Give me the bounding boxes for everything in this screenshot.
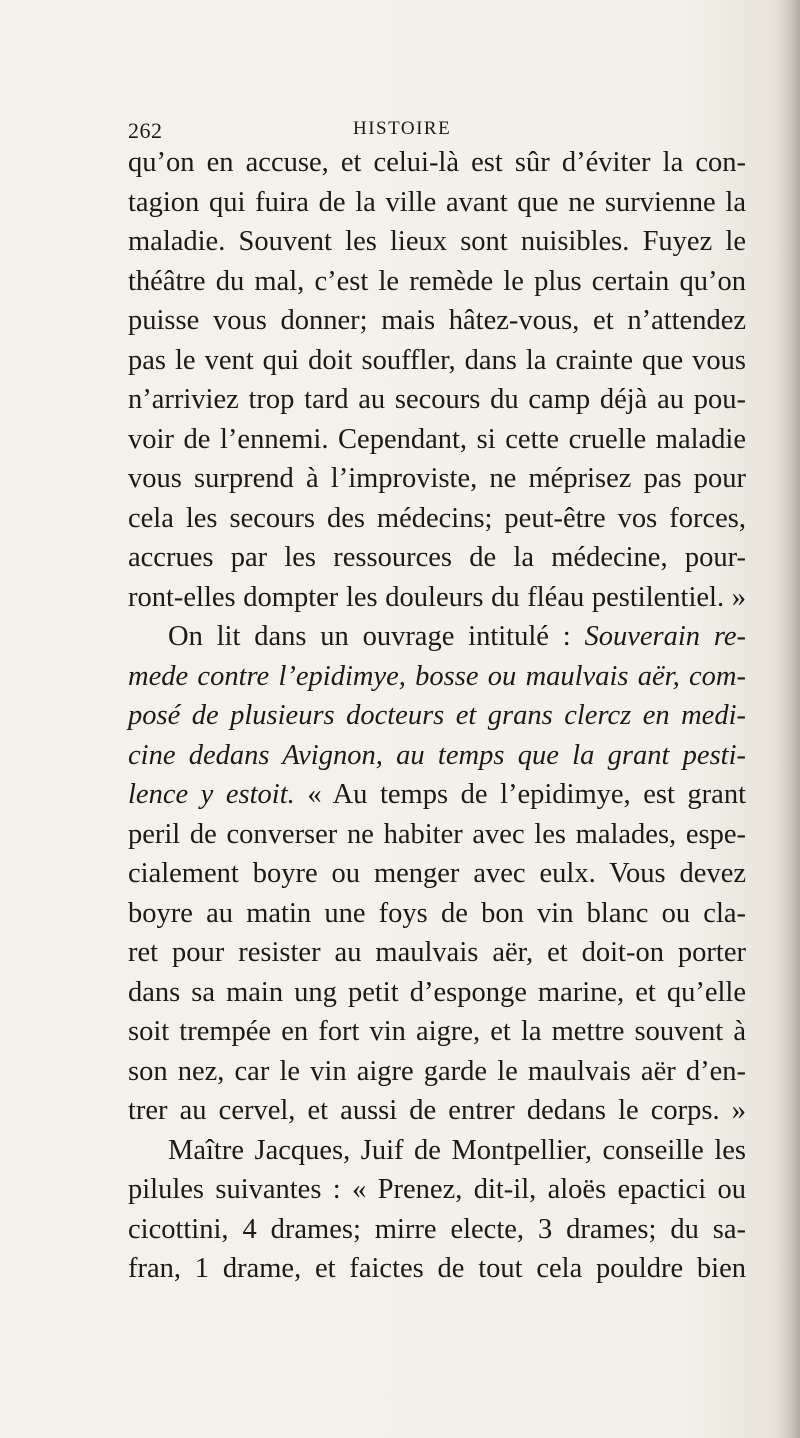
page-number: 262	[128, 118, 163, 143]
body-text	[128, 143, 746, 1289]
running-head: HISTOIRE	[353, 118, 452, 139]
italic-title-segment: lence y estoit.	[128, 779, 295, 810]
text-line: son nez, car le vin aigre garde le maulvais aër d’en-	[128, 1055, 746, 1087]
text-line: cicottini, 4 drames; mirre electe, 3 drames; du sa-	[128, 1213, 746, 1245]
text-line: n’arriviez trop tard au secours du camp déjà au pou-	[128, 384, 746, 415]
text-line: tagion qui fuira de la ville avant que ne survienne la	[128, 186, 746, 218]
text-segment: On lit dans un ouvrage intitulé :	[168, 621, 585, 652]
page-edge-shadow	[778, 0, 800, 1438]
text-line: vous surprend à l’improviste, ne méprisez pas pour	[128, 463, 746, 494]
text-line	[128, 775, 746, 815]
text-line: accrues par les ressources de la médecine, pour-	[128, 542, 746, 573]
text-line: boyre au matin une foys de bon vin blanc ou cla-	[128, 897, 746, 929]
text-line	[128, 617, 746, 657]
text-line: fran, 1 drame, et faictes de tout cela pouldre bien	[128, 1253, 746, 1284]
italic-title-line: posé de plusieurs docteurs et grans clercz en medi-	[128, 700, 746, 731]
italic-title-line: cine dedans Avignon, au temps que la grant pesti-	[128, 739, 746, 771]
text-line: maladie. Souvent les lieux sont nuisibles. Fuyez le	[128, 226, 746, 257]
text-line: Maître Jacques, Juif de Montpellier, conseille les	[168, 1134, 746, 1166]
text-line: soit trempée en fort vin aigre, et la mettre souvent à	[128, 1016, 746, 1047]
text-line: dans sa main ung petit d’esponge marine, et qu’elle	[128, 976, 746, 1008]
text-line: peril de converser ne habiter avec les malades, espe-	[128, 818, 746, 850]
text-line: cela les secours des médecins; peut-être vos forces,	[128, 502, 746, 534]
text-line: trer au cervel, et aussi de entrer dedans le corps. »	[128, 1095, 746, 1126]
text-line: cialement boyre ou menger avec eulx. Vous devez	[128, 858, 746, 889]
text-line: pilules suivantes : « Prenez, dit-il, aloës epactici ou	[128, 1174, 746, 1205]
italic-title-segment: Souverain re-	[584, 621, 746, 652]
text-line: ret pour resister au maulvais aër, et doit-on porter	[128, 937, 746, 968]
italic-title-line: mede contre l’epidimye, bosse ou maulvais aër, com-	[128, 660, 746, 692]
text-line: ront-elles dompter les douleurs du fléau pestilentiel. »	[128, 581, 746, 613]
text-line: puisse vous donner; mais hâtez-vous, et n’attendez	[128, 305, 746, 336]
text-line: pas le vent qui doit souffler, dans la crainte que vous	[128, 344, 746, 376]
text-segment: « Au temps de l’epidimye, est grant	[294, 779, 746, 810]
text-line: qu’on en accuse, et celui-là est sûr d’éviter la con-	[128, 147, 746, 178]
text-line: voir de l’ennemi. Cependant, si cette cruelle maladie	[128, 423, 746, 455]
text-line: théâtre du mal, c’est le remède le plus certain qu’on	[128, 265, 746, 297]
